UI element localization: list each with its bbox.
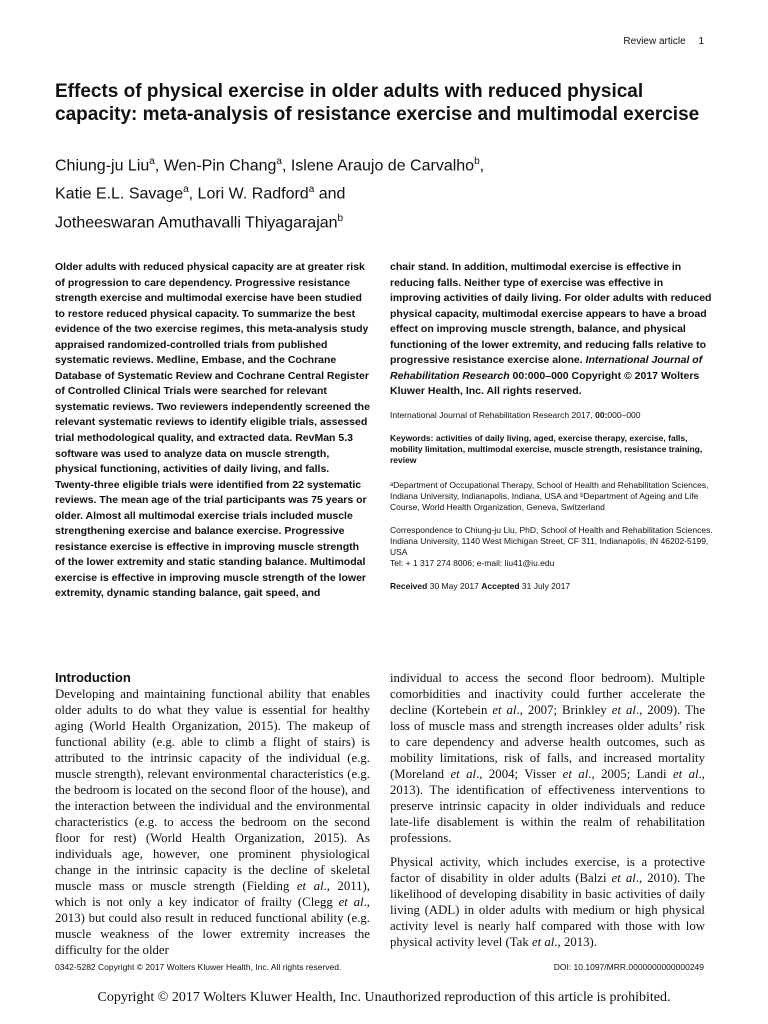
- text-run: Physical activity, which includes exercise, is a protective factor of disability in older adults (Balzi: [390, 855, 705, 885]
- author-name: Wen-Pin Chang: [163, 157, 277, 175]
- text-run: Developing and maintaining functional ability that enables older adults to do what they value is essential for healthy aging (World Health Organization, 2015). The makeup of functional ability (e.g. able to climb a flight of stairs) is attributed to the intrinsic capacity of the individual (e.g. muscle strength), relevant environmental characteristics (e.g. the bedroom is located on the second floor of the house), and the interaction between the individual and the environmental characteristics (e.g. to access the bedroom on the second floor for rest) (World Health Organization, 2015). As individuals age, however, one prominent physiological change in the intrinsic capacity is the decline of skeletal muscle mass or muscle strength (Fielding: [55, 687, 370, 893]
- footer-issn-copyright: 0342-5282 Copyright © 2017 Wolters Kluwer Health, Inc. All rights reserved.: [55, 962, 342, 972]
- author-separator: ,: [188, 185, 198, 203]
- correspondence-contact: Tel: + 1 317 274 8006; e-mail: liu41@iu.edu: [390, 557, 555, 568]
- text-run-italic: et al: [492, 703, 517, 717]
- author-name: Islene Araujo de Carvalho: [290, 157, 475, 175]
- author-separator: ,: [281, 157, 291, 175]
- correspondence-address: Correspondence to Chiung-ju Liu, PhD, School of Health and Rehabilitation Sciences. Indiana University, 1140 West Michigan Street, CF 311, Indianapolis, IN 46202-5199, USA: [390, 524, 713, 557]
- affiliations: ᵃDepartment of Occupational Therapy, School of Health and Rehabilitation Sciences, Indiana University, Indianapolis, Indiana, USA and ᵇDepartment of Ageing and Life Course, World Health Organization, Geneva, Switzerland: [390, 479, 709, 512]
- author-separator: ,: [479, 157, 485, 175]
- intro-right-paragraph-1: [390, 670, 705, 846]
- author-separator: ,: [154, 157, 164, 175]
- text-run: ., 2013).: [554, 935, 597, 949]
- author-affiliation-mark: a: [308, 184, 315, 196]
- header-label: Review article: [623, 36, 686, 47]
- intro-right-column: [390, 670, 705, 950]
- intro-right-paragraph-2: [390, 854, 705, 950]
- text-run-italic: et al: [672, 767, 699, 781]
- text-run-italic: et al: [450, 767, 477, 781]
- abstract-journal-name: International Journal of Rehabilitation Research: [390, 354, 703, 382]
- article-title: Effects of physical exercise in older adults with reduced physical capacity: meta-analysis of resistance exercise and multimodal exercise: [55, 81, 700, 125]
- author-affiliation-mark: a: [276, 156, 282, 167]
- author-name: Katie E.L. Savage: [55, 185, 184, 203]
- doi-link[interactable]: DOI: 10.1097/MRR.0000000000000249: [553, 962, 704, 972]
- citation-year: 2017,: [571, 409, 593, 420]
- accepted-label: Accepted: [481, 580, 520, 591]
- received-date: 30 May 2017: [429, 580, 479, 591]
- copyright-notice: Copyright © 2017 Wolters Kluwer Health, Inc. Unauthorized reproduction of this article is prohibited.: [97, 990, 671, 1005]
- citation-journal: International Journal of Rehabilitation Research: [390, 409, 570, 420]
- author-name: Lori W. Radford: [197, 185, 309, 203]
- author-affiliation-mark: b: [337, 212, 344, 224]
- text-run: ., 2004; Visser: [476, 767, 563, 781]
- intro-left-paragraph: [55, 686, 370, 958]
- author-affiliation-mark: a: [183, 184, 189, 196]
- text-run: individual to access the second floor bedroom). Multiple comorbidities and inactivity could further accelerate the decline (Kortebein: [390, 671, 705, 717]
- text-run: ., 2013) but could also result in reduced functional ability (e.g. muscle weakness of the lower extremity increases the difficulty for the older: [55, 895, 370, 957]
- keywords-text: activities of daily living, aged, exercise therapy, exercise, falls, mobility limitation, multimodal exercise, muscle strength, resistance training, review: [390, 432, 703, 465]
- page-number: 1: [698, 36, 704, 47]
- text-run: ., 2007; Brinkley: [516, 703, 612, 717]
- text-run-italic: et al: [531, 935, 555, 949]
- keywords: [390, 433, 713, 466]
- author-affiliation-mark: b: [474, 156, 480, 167]
- citation-range: 000–000: [607, 409, 641, 420]
- citation-line: [390, 410, 713, 421]
- text-run-italic: et al: [562, 767, 589, 781]
- keywords-label: Keywords:: [390, 432, 434, 443]
- running-header: [623, 36, 704, 47]
- section-heading-introduction: Introduction: [55, 670, 131, 685]
- abstract-right-column: [390, 260, 713, 592]
- author-name: Jotheeswaran Amuthavalli Thiyagarajan: [55, 213, 338, 231]
- correspondence: [390, 525, 713, 569]
- received-accepted-dates: [390, 581, 713, 592]
- received-label: Received: [390, 580, 428, 591]
- abstract-left: Older adults with reduced physical capacity are at greater risk of progression to care dependency. Progressive resistance strength exercise and multimodal exercise have been studied to restore reduced physical capacity. To summarize the best evidence of the two exercise regimes, this meta-analysis study appraised randomized-controlled trials from published systematic reviews. Medline, Embase, and the Cochrane Database of Systematic Review and Cochrane Central Register of Controlled Clinical Trials were searched for relevant systematic reviews. Two reviewers independently screened the relevant systematic reviews to identify eligible trials, assessed trial methodological quality, and extracted data. RevMan 5.3 software was used to analyze data on muscle strength, physical functioning, activities of daily living, and falls. Twenty-three eligible trials were identified from 22 systematic reviews. The mean age of the trial participants was 75 years or older. Almost all multimodal exercise trials included muscle strengthening exercise and balance exercise. Progressive resistance exercise is effective in improving muscle strength of the lower extremity and static standing balance. Multimodal exercise is effective in improving muscle strength of the lower extremity, dynamic standing balance, gait speed, and: [55, 261, 370, 600]
- author-name: Chiung-ju Liu: [55, 157, 150, 175]
- abstract-continued: [390, 260, 713, 400]
- text-run: ., 2013). The identification of effectiveness interventions to preserve intrinsic capacity in older individuals and reduce late-life disablement is within the realm of rehabilitation professions.: [390, 767, 705, 845]
- text-run-italic: et al: [611, 703, 636, 717]
- abstract-right-text: chair stand. In addition, multimodal exercise is effective in reducing falls. Neither type of exercise was effective in improving activities of daily living. For older adults with reduced physical capacity, multimodal exercise appears to have a broad effect on improving muscle strength, balance, and physical functioning of the lower extremity, and reducing falls relative to progressive resistance exercise alone.: [390, 261, 712, 367]
- text-run-italic: et al: [338, 895, 364, 909]
- author-affiliation-mark: a: [149, 156, 155, 167]
- author-list: [55, 150, 715, 235]
- author-separator: and: [314, 185, 346, 203]
- text-run: ., 2011), which is not only a key indicator of frailty (Clegg: [55, 879, 370, 909]
- text-run: ., 2009). The loss of muscle mass and strength increases older adults’ risk to care dependency and adverse health outcomes, such as mobility limitations, risk of falls, and increased mortality (Moreland: [390, 703, 706, 781]
- abstract-copyright: 00:000–000 Copyright © 2017 Wolters Kluwer Health, Inc. All rights reserved.: [390, 369, 700, 398]
- accepted-date: 31 July 2017: [521, 580, 571, 591]
- text-run: ., 2010). The likelihood of developing disability in basic activities of daily living (ADL) in older adults with medium or high physical activity level is nearly half compared with those with low physical activity level (Tak: [390, 871, 706, 949]
- citation-pages: 00:: [595, 409, 608, 420]
- text-run: ., 2005; Landi: [588, 767, 673, 781]
- text-run-italic: et al: [296, 879, 324, 893]
- text-run-italic: et al: [611, 871, 636, 885]
